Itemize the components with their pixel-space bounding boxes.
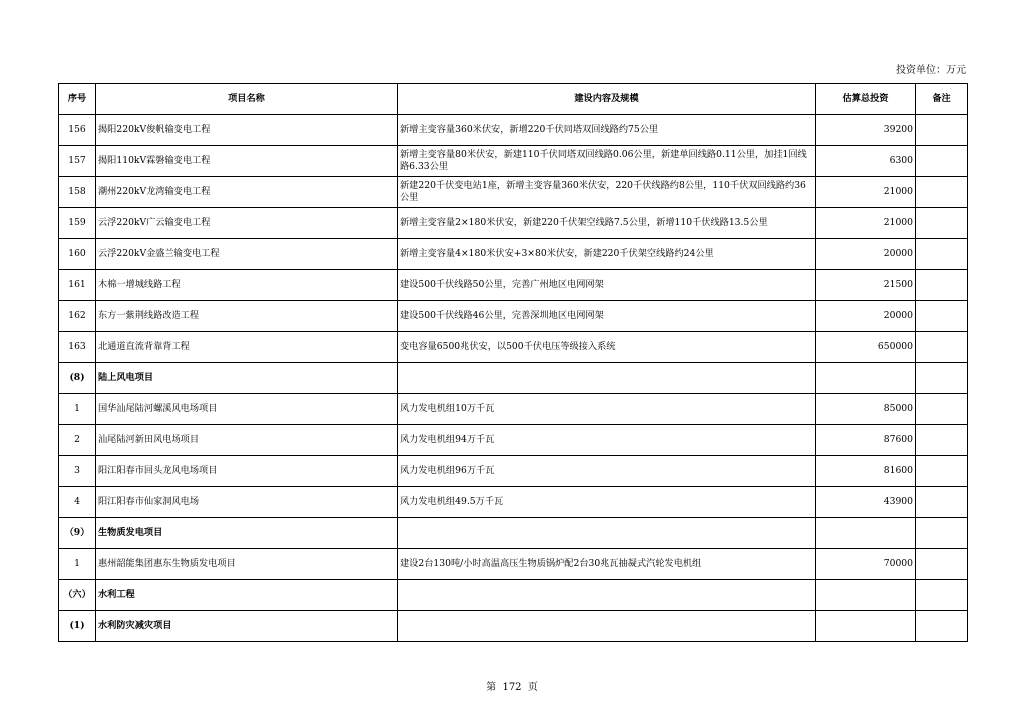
cell-project-name: 东方一紫荆线路改造工程 (96, 301, 398, 332)
cell-description: 新增主变容量360米伏安，新增220千伏同塔双回线路约75公里 (398, 115, 816, 146)
cell-investment: 21000 (816, 208, 916, 239)
cell-project-name: 水利工程 (96, 580, 398, 611)
header-amount: 估算总投资 (816, 84, 916, 115)
cell-project-name: 生物质发电项目 (96, 518, 398, 549)
cell-seq: 2 (59, 425, 96, 456)
cell-seq: 163 (59, 332, 96, 363)
section-row (59, 363, 968, 394)
cell-investment (816, 518, 916, 549)
cell-seq: 158 (59, 177, 96, 208)
cell-description: 变电容量6500兆伏安，以500千伏电压等级接入系统 (398, 332, 816, 363)
cell-description: 风力发电机组94万千瓦 (398, 425, 816, 456)
cell-seq: 1 (59, 549, 96, 580)
header-remark: 备注 (916, 84, 968, 115)
cell-remark (916, 518, 968, 549)
cell-investment: 39200 (816, 115, 916, 146)
cell-investment: 85000 (816, 394, 916, 425)
cell-description: 新增主变容量80米伏安，新建110千伏同塔双回线路0.06公里，新建单回线路0.11公里，加挂1回线路6.33公里 (398, 146, 816, 177)
cell-description: 新增主变容量4×180米伏安+3×80米伏安，新建220千伏架空线路约24公里 (398, 239, 816, 270)
header-seq: 序号 (59, 84, 96, 115)
cell-project-name: 木棉一增城线路工程 (96, 270, 398, 301)
cell-project-name: 揭阳220kV俊帆输变电工程 (96, 115, 398, 146)
cell-project-name: 云浮220kV金盛兰输变电工程 (96, 239, 398, 270)
cell-investment: 21500 (816, 270, 916, 301)
table-row (59, 239, 968, 270)
cell-remark (916, 363, 968, 394)
cell-investment: 21000 (816, 177, 916, 208)
cell-seq: 1 (59, 394, 96, 425)
cell-description (398, 580, 816, 611)
project-table (58, 83, 968, 642)
cell-seq: 156 (59, 115, 96, 146)
cell-description (398, 363, 816, 394)
cell-remark (916, 115, 968, 146)
cell-investment: 81600 (816, 456, 916, 487)
cell-description (398, 518, 816, 549)
cell-remark (916, 177, 968, 208)
section-row (59, 518, 968, 549)
header-name: 项目名称 (96, 84, 398, 115)
cell-investment (816, 611, 916, 642)
table-row (59, 332, 968, 363)
cell-remark (916, 239, 968, 270)
cell-project-name: 惠州韶能集团惠东生物质发电项目 (96, 549, 398, 580)
table-row (59, 394, 968, 425)
cell-project-name: 阳江阳春市仙家洞风电场 (96, 487, 398, 518)
cell-seq: 160 (59, 239, 96, 270)
cell-description: 风力发电机组96万千瓦 (398, 456, 816, 487)
table-row (59, 208, 968, 239)
table-row (59, 301, 968, 332)
cell-investment (816, 363, 916, 394)
cell-description: 风力发电机组10万千瓦 (398, 394, 816, 425)
table-body (59, 115, 968, 642)
cell-project-name: 阳江阳春市回头龙风电场项目 (96, 456, 398, 487)
cell-description: 建设500千伏线路46公里，完善深圳地区电网网架 (398, 301, 816, 332)
cell-remark (916, 301, 968, 332)
cell-remark (916, 332, 968, 363)
cell-remark (916, 549, 968, 580)
cell-description: 建设500千伏线路50公里，完善广州地区电网网架 (398, 270, 816, 301)
table-row (59, 456, 968, 487)
cell-project-name: 国华汕尾陆河螺溪风电场项目 (96, 394, 398, 425)
cell-project-name: 水利防灾减灾项目 (96, 611, 398, 642)
cell-project-name: 陆上风电项目 (96, 363, 398, 394)
table-row (59, 425, 968, 456)
table-row (59, 177, 968, 208)
table-row (59, 270, 968, 301)
cell-seq: （9） (59, 518, 96, 549)
cell-seq: 3 (59, 456, 96, 487)
cell-investment: 20000 (816, 239, 916, 270)
table-row (59, 487, 968, 518)
cell-remark (916, 425, 968, 456)
cell-description (398, 611, 816, 642)
cell-description: 风力发电机组49.5万千瓦 (398, 487, 816, 518)
cell-project-name: 汕尾陆河新田风电场项目 (96, 425, 398, 456)
cell-remark (916, 146, 968, 177)
table-row (59, 115, 968, 146)
cell-seq: 162 (59, 301, 96, 332)
cell-investment: 6300 (816, 146, 916, 177)
cell-project-name: 揭阳110kV霖磐输变电工程 (96, 146, 398, 177)
cell-investment: 20000 (816, 301, 916, 332)
section-row (59, 580, 968, 611)
cell-remark (916, 208, 968, 239)
cell-project-name: 北通道直流背靠背工程 (96, 332, 398, 363)
cell-project-name: 潮州220kV龙湾输变电工程 (96, 177, 398, 208)
table-row (59, 549, 968, 580)
cell-remark (916, 580, 968, 611)
cell-seq: (8) (59, 363, 96, 394)
header-row (59, 84, 968, 115)
cell-seq: 159 (59, 208, 96, 239)
cell-remark (916, 456, 968, 487)
cell-remark (916, 611, 968, 642)
investment-unit-note: 投资单位：万元 (896, 65, 966, 76)
cell-seq: (1) (59, 611, 96, 642)
cell-investment: 43900 (816, 487, 916, 518)
cell-investment: 650000 (816, 332, 916, 363)
cell-seq: 157 (59, 146, 96, 177)
cell-seq: 161 (59, 270, 96, 301)
cell-description: 新建220千伏变电站1座，新增主变容量360米伏安，220千伏线路约8公里，110千伏双回线路约36公里 (398, 177, 816, 208)
cell-investment (816, 580, 916, 611)
cell-remark (916, 394, 968, 425)
section-row (59, 611, 968, 642)
cell-remark (916, 487, 968, 518)
page-number: 第 172 页 (486, 682, 538, 693)
cell-seq: 4 (59, 487, 96, 518)
cell-remark (916, 270, 968, 301)
cell-seq: （六） (59, 580, 96, 611)
header-desc: 建设内容及规模 (398, 84, 816, 115)
table-row (59, 146, 968, 177)
cell-description: 新增主变容量2×180米伏安，新建220千伏架空线路7.5公里，新增110千伏线路13.5公里 (398, 208, 816, 239)
cell-investment: 87600 (816, 425, 916, 456)
cell-project-name: 云浮220kV广云输变电工程 (96, 208, 398, 239)
cell-description: 建设2台130吨/小时高温高压生物质锅炉配2台30兆瓦抽凝式汽轮发电机组 (398, 549, 816, 580)
cell-investment: 70000 (816, 549, 916, 580)
